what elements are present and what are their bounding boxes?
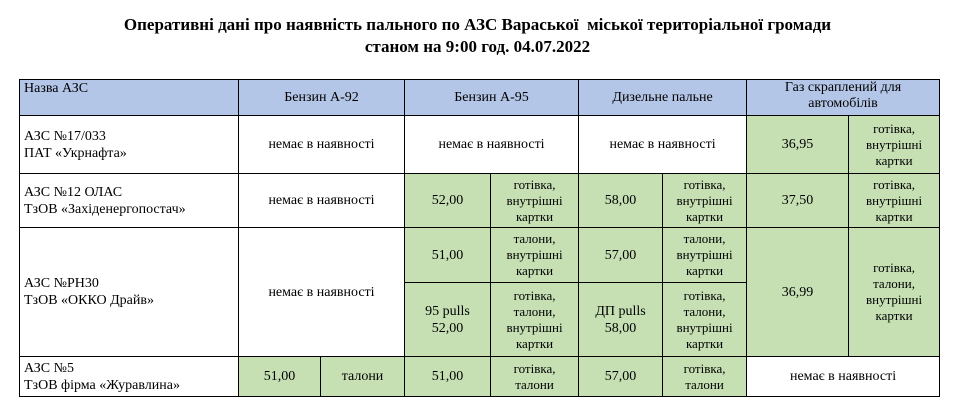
a95-price-cell: 51,00 [405, 228, 491, 283]
a95-payment-cell: талони, внутрішні картки [491, 228, 579, 283]
table-row [20, 174, 940, 228]
station-company: ПАТ «Укрнафта» [24, 145, 127, 161]
a95-pulls-price: 52,00 [431, 320, 464, 336]
table-row [20, 228, 940, 283]
diesel-price-cell: 58,00 [579, 174, 663, 228]
header-diesel: Дизельне пальне [579, 80, 747, 116]
a95-pulls-label: 95 pulls [425, 303, 470, 319]
gas-payment-cell: готівка, талони, внутрішні картки [849, 228, 940, 357]
gas-price-cell: 36,99 [747, 228, 849, 357]
document-title [0, 14, 955, 58]
a95-payment-cell: готівка, талони [491, 357, 579, 397]
station-company: ТзОВ фірма «Журавлина» [24, 377, 180, 393]
a92-cell: немає в наявності [239, 116, 405, 174]
station-name-cell [20, 116, 239, 174]
title-line-1: Оперативні дані про наявність пального по АЗС Вараської міської територіальної громади [123, 15, 832, 34]
station-name-cell [20, 228, 239, 357]
a95-price-cell: 51,00 [405, 357, 491, 397]
header-a92: Бензин А-92 [239, 80, 405, 116]
diesel-price-cell: 57,00 [579, 228, 663, 283]
gas-cell: немає в наявності [747, 357, 940, 397]
diesel-cell: немає в наявності [579, 116, 747, 174]
a95-price-cell: 52,00 [405, 174, 491, 228]
gas-price-cell: 36,95 [747, 116, 849, 174]
gas-price-cell: 37,50 [747, 174, 849, 228]
station-company: ТзОВ «Західенергопостач» [24, 201, 186, 217]
diesel-payment-cell: готівка, внутрішні картки [663, 174, 747, 228]
station-number: АЗС №12 ОЛАС [24, 184, 123, 200]
a95-pulls-price-cell [405, 283, 491, 357]
station-number: АЗС №5 [24, 360, 74, 376]
gas-payment-cell: готівка, внутрішні картки [849, 116, 940, 174]
a92-payment-cell: талони [321, 357, 405, 397]
station-company: ТзОВ «ОККО Драйв» [24, 293, 154, 308]
header-a95: Бензин А-95 [405, 80, 579, 116]
diesel-pulls-price: 58,00 [604, 320, 637, 336]
station-number: АЗС №17/033 [24, 128, 106, 144]
a92-cell: немає в наявності [239, 228, 405, 357]
diesel-payment-cell: готівка, талони [663, 357, 747, 397]
title-line-2: станом на 9:00 год. 04.07.2022 [364, 37, 591, 56]
diesel-payment-cell: талони, внутрішні картки [663, 228, 747, 283]
diesel-pulls-price-cell [579, 283, 663, 357]
diesel-pulls-payment-cell: готівка, талони, внутрішні картки [663, 283, 747, 357]
station-name-cell [20, 357, 239, 397]
header-row [20, 80, 940, 116]
a92-cell: немає в наявності [239, 174, 405, 228]
table-row [20, 116, 940, 174]
station-number: АЗС №РН30 [24, 276, 99, 291]
a92-price-cell: 51,00 [239, 357, 321, 397]
a95-cell: немає в наявності [405, 116, 579, 174]
a95-payment-cell: готівка, внутрішні картки [491, 174, 579, 228]
table-row [20, 357, 940, 397]
fuel-availability-table [19, 79, 940, 397]
a95-pulls-payment-cell: готівка, талони, внутрішні картки [491, 283, 579, 357]
diesel-pulls-label: ДП pulls [595, 303, 646, 319]
gas-payment-cell: готівка, внутрішні картки [849, 174, 940, 228]
header-gas: Газ скраплений для автомобілів [747, 80, 940, 116]
diesel-price-cell: 57,00 [579, 357, 663, 397]
header-station-name: Назва АЗС [20, 80, 239, 116]
station-name-cell [20, 174, 239, 228]
